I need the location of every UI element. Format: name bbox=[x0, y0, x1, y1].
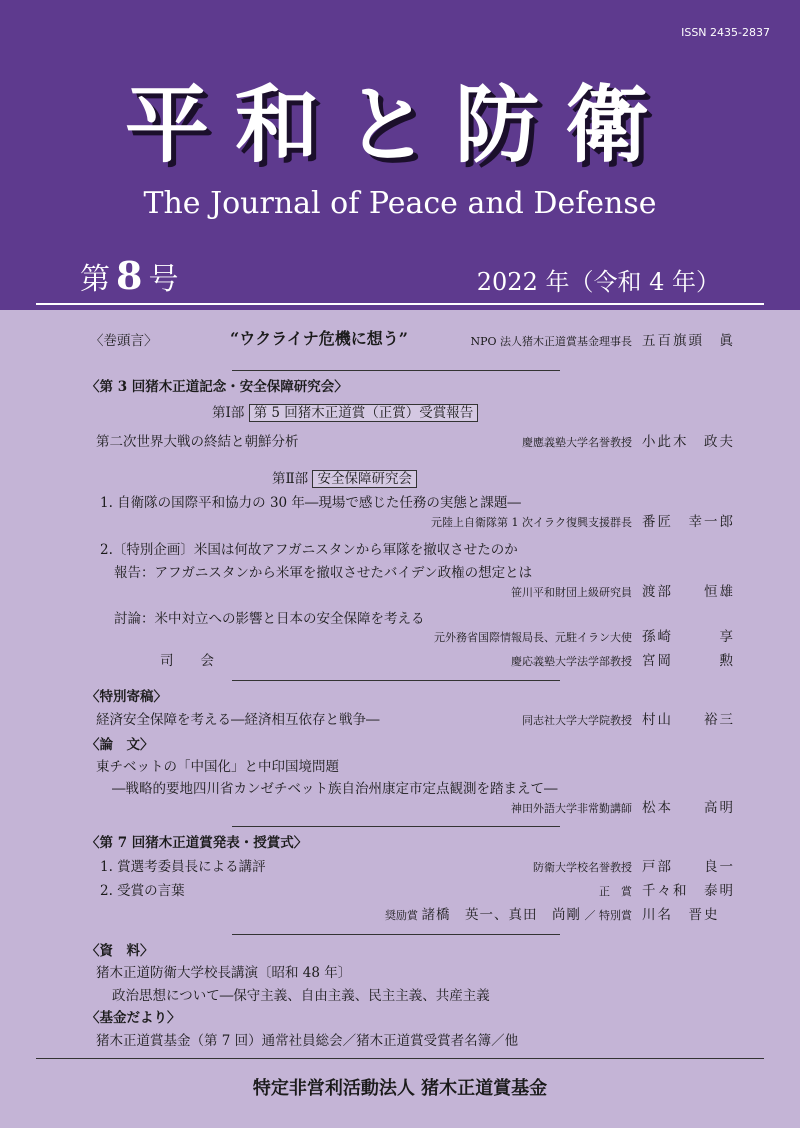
affiliation: 防衛大学校名誉教授 bbox=[533, 861, 632, 874]
publisher: 特定非営利活動法人 猪木正道賞基金 bbox=[252, 1078, 548, 1099]
part2-heading bbox=[272, 470, 417, 488]
author: 小此木 政夫 bbox=[642, 434, 735, 450]
affiliation: 元外務省国際情報局長、元駐イラン大使 bbox=[434, 631, 632, 644]
article-byline bbox=[511, 799, 735, 818]
foreword-affiliation: NPO 法人猪木正道賞基金理事長 bbox=[470, 335, 632, 348]
article-byline bbox=[511, 583, 735, 602]
article-title: 2.〔特別企画〕米国は何故アフガニスタンから軍隊を撤収させたのか bbox=[100, 542, 518, 558]
author: 孫崎 享 bbox=[642, 629, 735, 645]
article-subtitle: 政治思想について―保守主義、自由主義、民主主義、共産主義 bbox=[112, 988, 490, 1004]
award-encourage-label: 奨励賞 bbox=[385, 909, 418, 922]
author: 戸部 良一 bbox=[642, 859, 735, 875]
article-title: 第二次世界大戦の終結と朝鮮分析 bbox=[96, 434, 299, 450]
part2-label: 第Ⅱ部 bbox=[272, 471, 309, 487]
header-divider bbox=[36, 303, 764, 305]
section-header-special: 〈特別寄稿〉 bbox=[86, 689, 167, 705]
article-title: 1. 賞選考委員長による講評 bbox=[100, 859, 266, 875]
divider bbox=[232, 370, 560, 371]
article-title: 1. 自衛隊の国際平和協力の 30 年―現場で感じた任務の実態と課題― bbox=[100, 495, 521, 511]
divider bbox=[232, 934, 560, 935]
article-title: 経済安全保障を考える―経済相互依存と戦争― bbox=[96, 712, 380, 728]
part1-label: 第Ⅰ部 bbox=[212, 405, 245, 421]
award-main bbox=[599, 882, 735, 901]
issue-year: 2022 年（令和 4 年） bbox=[476, 268, 720, 296]
author: 千々和 泰明 bbox=[642, 883, 735, 899]
article-subtitle: ―戦略的要地四川省カンゼチベット族自治州康定市定点観測を踏まえて― bbox=[112, 781, 558, 797]
affiliation: 笹川平和財団上級研究員 bbox=[511, 586, 632, 599]
issue-number bbox=[80, 253, 178, 298]
award-main-label: 正 賞 bbox=[599, 885, 632, 898]
article-byline bbox=[511, 652, 735, 671]
award-encourage bbox=[385, 906, 722, 925]
article-subtitle: 討論：米中対立への影響と日本の安全保障を考える bbox=[114, 611, 425, 627]
issue-suffix: 号 bbox=[148, 262, 179, 297]
part2-title: 安全保障研究会 bbox=[312, 470, 417, 488]
article-byline bbox=[522, 711, 735, 730]
divider bbox=[36, 1058, 764, 1059]
affiliation: 神田外語大学非常勤講師 bbox=[511, 802, 632, 815]
article-byline bbox=[431, 513, 735, 532]
article-byline bbox=[434, 628, 735, 647]
author: 村山 裕三 bbox=[642, 712, 735, 728]
section-header-material: 〈資 料〉 bbox=[86, 943, 154, 959]
article-title: 2. 受賞の言葉 bbox=[100, 883, 185, 899]
affiliation: 慶應義塾大学名誉教授 bbox=[522, 436, 632, 449]
article-title: 東チベットの「中国化」と中印国境問題 bbox=[96, 759, 339, 775]
award-special-label: ／ 特別賞 bbox=[584, 909, 632, 922]
author: 諸橋 英一、真田 尚剛 bbox=[421, 907, 581, 923]
section-header-symposium: 〈第 3 回猪木正道記念・安全保障研究会〉 bbox=[86, 379, 348, 395]
foreword-title: “ウクライナ危機に想う” bbox=[230, 329, 408, 348]
article-title: 猪木正道賞基金（第 7 回）通常社員総会／猪木正道賞受賞者名簿／他 bbox=[96, 1033, 519, 1049]
foreword-label: 〈巻頭言〉 bbox=[90, 333, 158, 349]
issue-prefix: 第 bbox=[80, 262, 110, 297]
author: 松本 高明 bbox=[642, 800, 735, 816]
author: 番匠 幸一郎 bbox=[642, 514, 735, 530]
article-title: 猪木正道防衛大学校長講演〔昭和 48 年〕 bbox=[96, 965, 352, 981]
section-header-paper: 〈論 文〉 bbox=[86, 737, 154, 753]
author: 川名 晋史 bbox=[642, 907, 720, 923]
author: 宮岡 勲 bbox=[642, 653, 735, 669]
foreword-author: 五百旗頭 眞 bbox=[642, 333, 735, 349]
divider bbox=[232, 680, 560, 681]
article-byline bbox=[533, 858, 735, 877]
section-header-award: 〈第 7 回猪木正道賞発表・授賞式〉 bbox=[86, 835, 308, 851]
journal-title: 平和と防衛 bbox=[124, 76, 675, 174]
moderator-label: 司 会 bbox=[160, 653, 214, 669]
journal-subtitle: The Journal of Peace and Defense bbox=[143, 186, 657, 221]
article-byline bbox=[522, 433, 735, 452]
cover-header bbox=[0, 0, 800, 310]
foreword-byline bbox=[470, 332, 735, 351]
divider bbox=[232, 826, 560, 827]
part1-title: 第 5 回猪木正道賞（正賞）受賞報告 bbox=[249, 404, 479, 422]
section-header-news: 〈基金だより〉 bbox=[86, 1010, 181, 1026]
author: 渡部 恒雄 bbox=[642, 584, 735, 600]
affiliation: 慶応義塾大学法学部教授 bbox=[511, 655, 632, 668]
affiliation: 同志社大学大学院教授 bbox=[522, 714, 632, 727]
issn: ISSN 2435-2837 bbox=[681, 26, 770, 39]
part1-heading bbox=[212, 404, 478, 422]
article-subtitle: 報告：アフガニスタンから米軍を撤収させたバイデン政権の想定とは bbox=[114, 565, 533, 581]
issue-num: 8 bbox=[116, 253, 143, 298]
affiliation: 元陸上自衛隊第 1 次イラク復興支援群長 bbox=[431, 516, 632, 529]
